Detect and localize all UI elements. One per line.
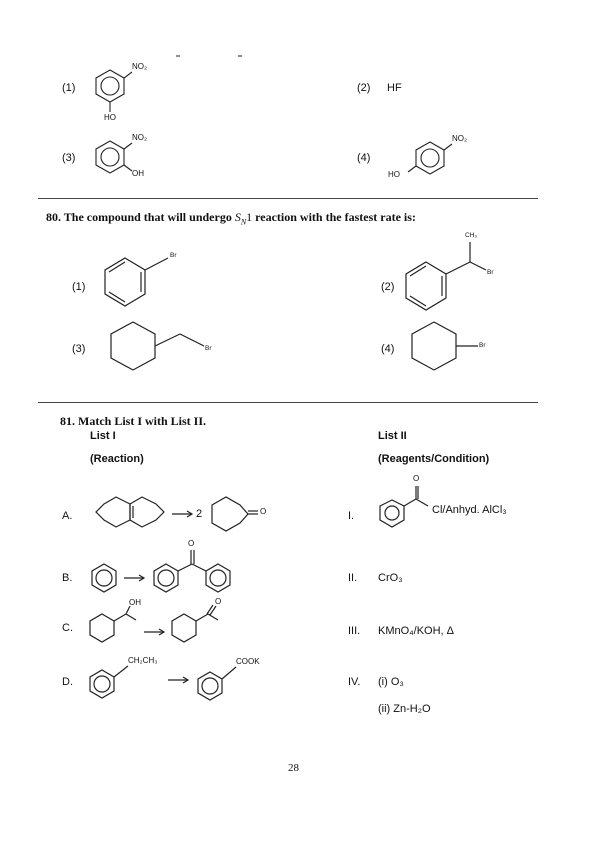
q80-ch3-2: CH₃ [465, 232, 478, 239]
q81-row-a-oxygen: O [260, 507, 267, 516]
q81-row-b-oxygen: O [188, 539, 195, 548]
q81-row-iii-roman: III. [348, 625, 361, 637]
q79-oh-3: OH [132, 169, 144, 178]
q81-row-b-reactant [92, 564, 116, 592]
q81-row-d-letter: D. [62, 676, 73, 688]
q80-sn-sub: N [240, 217, 247, 227]
q81-stem: 81. Match List I with List II. [60, 414, 207, 428]
q80-br-1: Br [170, 252, 177, 259]
q81-row-d-product [198, 667, 236, 700]
q81-row-a-reactant [96, 497, 164, 527]
q79-no2-3: NO₂ [132, 133, 148, 142]
q79-option-3-label: (3) [62, 152, 76, 164]
q81-row-b-arrow [124, 575, 144, 581]
q81-row-ii-roman: II. [348, 572, 358, 584]
q80-option-4-label: (4) [381, 343, 395, 355]
q81-list1-sub: (Reaction) [90, 453, 144, 465]
q81-reagent-iv-2: (ii) Zn-H₂O [378, 703, 431, 715]
q80-option-2-label: (2) [381, 281, 395, 293]
q81-row-c-reactant [90, 606, 136, 642]
q81-row-d-ch2ch3: CH₂CH₃ [128, 656, 158, 665]
q79-option-4-label: (4) [357, 152, 371, 164]
q79-no2-1: NO₂ [132, 62, 148, 71]
q81-reagent-ii: CrO₃ [378, 572, 403, 584]
q81-row-d-arrow [168, 677, 188, 683]
q80-sn-s: S [234, 210, 241, 224]
q81-list2-title: List II [378, 430, 407, 442]
q81-row-a-product [212, 497, 258, 531]
q81-row-b-product [154, 550, 230, 592]
q81-row-c-arrow [144, 629, 164, 635]
q80-sn-one: 1 [246, 210, 253, 224]
q81-row-c-oh: OH [129, 598, 141, 607]
q81-reagent-iv: (i) O₃ [378, 676, 404, 688]
q81-row-d-reactant [90, 666, 128, 698]
q81-row-a-arrow [172, 511, 192, 517]
q80-br-4: Br [479, 342, 486, 349]
q81-row-c-product [172, 605, 218, 642]
q81-row-i-oxygen: O [413, 474, 420, 483]
q81-row-i-structure [380, 486, 428, 527]
q81-row-d-cook: COOK [236, 657, 260, 666]
q80-br-3: Br [205, 345, 212, 352]
q79-ho-1: HO [104, 113, 116, 122]
q80-option-1-label: (1) [72, 281, 86, 293]
q79-option-1-label: (1) [62, 82, 76, 94]
q81-row-c-letter: C. [62, 622, 73, 634]
q79-ho-4: HO [388, 170, 400, 179]
q79-option-2-text: HF [387, 82, 402, 94]
q81-row-c-oxygen: O [215, 597, 222, 606]
q81-list1-title: List I [90, 430, 116, 442]
q81-row-i-roman: I. [348, 510, 355, 522]
q81-row-iv-roman: IV. [348, 676, 361, 688]
q81-list2-sub: (Reagents/Condition) [378, 453, 490, 465]
q81-row-a-letter: A. [62, 510, 73, 522]
q80-br-2: Br [487, 269, 494, 276]
q81-row-a-coefficient: 2 [196, 508, 203, 520]
q80-option-3-label: (3) [72, 343, 86, 355]
q81-reagent-i: Cl/Anhyd. AlCl₃ [432, 504, 507, 516]
q79-no2-4: NO₂ [452, 134, 468, 143]
q80-stem-suffix: reaction with the fastest rate is: [252, 210, 416, 224]
page-number: 28 [288, 762, 299, 774]
q81-reagent-iii: KMnO₄/KOH, Δ [378, 625, 455, 637]
q81-row-b-letter: B. [62, 572, 73, 584]
q80-stem-prefix: 80. The compound that will undergo [46, 210, 235, 224]
q79-option-2-label: (2) [357, 82, 371, 94]
